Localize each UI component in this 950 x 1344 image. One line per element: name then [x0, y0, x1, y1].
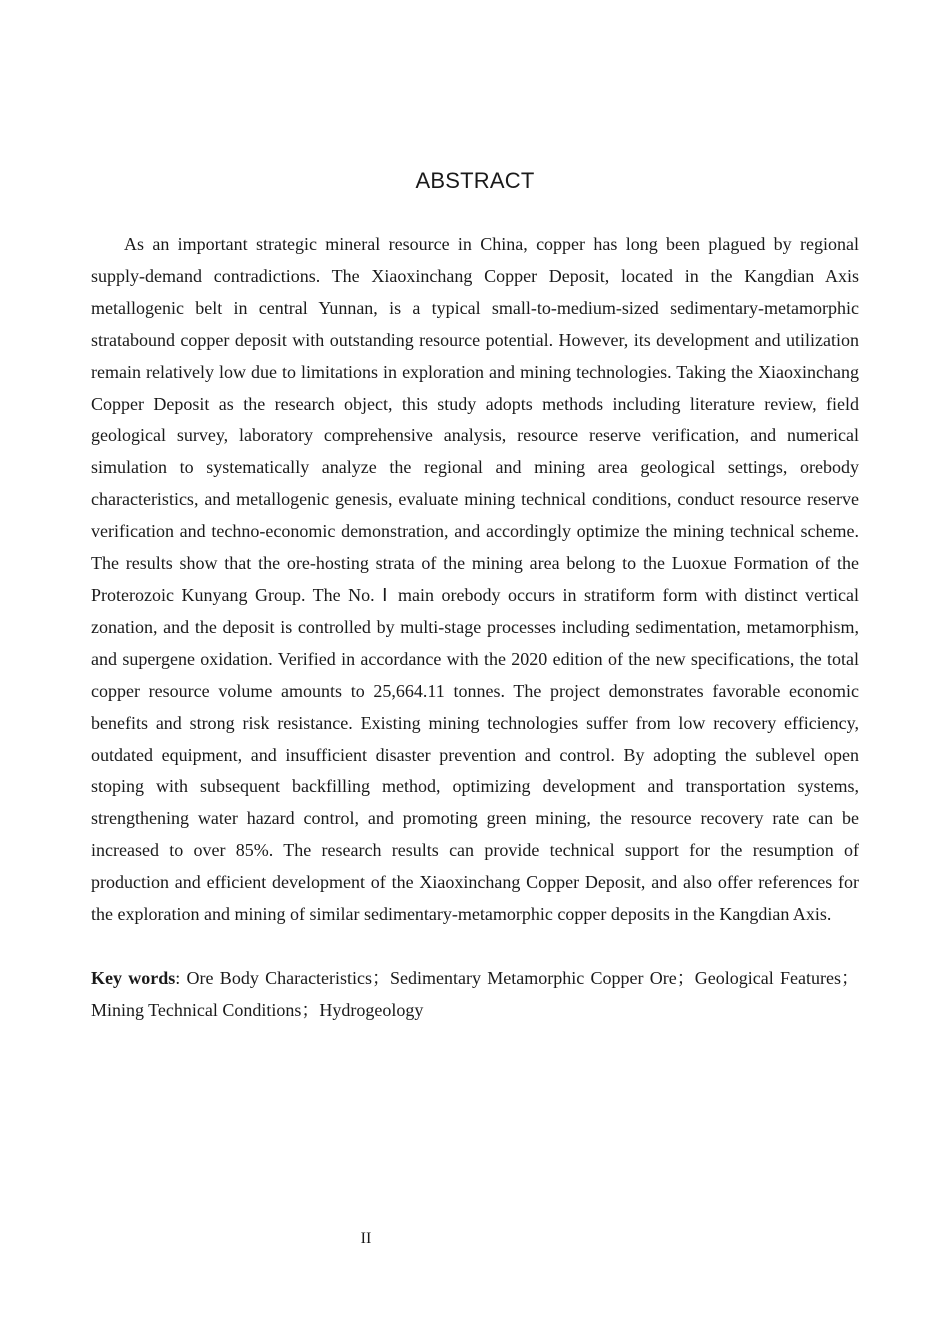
abstract-title: ABSTRACT — [415, 168, 535, 193]
abstract-body: As an important strategic mineral resource in China, copper has long been plagued by regional supply-demand contradictions. The Xiaoxinchang Copper Deposit, located in the Kangdian Axis metallogenic belt in central Yunnan, is a typical small-to-medium-sized sedimentary-metamorphic stratabound copper deposit with outstanding resource potential. However, its development and utilization remain relatively low due to limitations in exploration and mining technologies. Taking the Xiaoxinchang Copper Deposit as the research object, this study adopts methods including literature review, field geological survey, laboratory comprehensive analysis, resource reserve verification, and numerical simulation to systematically analyze the regional and mining area geological settings, orebody characteristics, and metallogenic genesis, evaluate mining technical conditions, conduct resource reserve verification and techno-economic demonstration, and accordingly optimize the mining technical scheme. The results show that the ore-hosting strata of the mining area belong to the Luoxue Formation of the Proterozoic Kunyang Group. The No. Ⅰ main orebody occurs in stratiform form with distinct vertical zonation, and the deposit is controlled by multi-stage processes including sedimentation, metamorphism, and supergene oxidation. Verified in accordance with the 2020 edition of the new specifications, the total copper resource volume amounts to 25,664.11 tonnes. The project demonstrates favorable economic benefits and strong risk resistance. Existing mining technologies suffer from low recovery efficiency, outdated equipment, and insufficient disaster prevention and control. By adopting the sublevel open stoping with subsequent backfilling method, optimizing development and transportation systems, strengthening water hazard control, and promoting green mining, the resource recovery rate can be increased to over 85%. The research results can provide technical support for the resumption of production and efficient development of the Xiaoxinchang Copper Deposit, and also offer references for the exploration and mining of similar sedimentary-metamorphic copper deposits in the Kangdian Axis. — [91, 234, 859, 925]
keywords-paragraph — [91, 963, 859, 1027]
page-number: II — [360, 1230, 372, 1247]
keywords-text: : Ore Body Characteristics；Sedimentary Metamorphic Copper Ore；Geological Features；Mining Technical Conditions；Hydrogeology — [91, 968, 860, 1020]
keywords-label: Key words — [91, 968, 176, 988]
